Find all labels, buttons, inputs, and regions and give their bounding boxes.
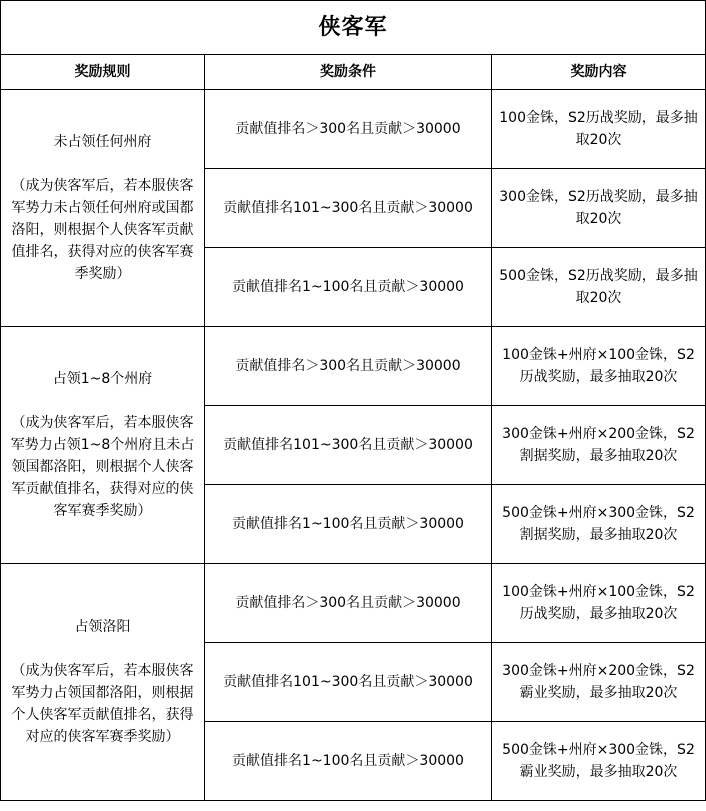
rule-cell — [1, 90, 205, 327]
condition-cell: 贡献值排名101~300名且贡献＞30000 — [205, 406, 492, 485]
rule-name: 占领洛阳 — [74, 619, 131, 635]
reward-cell: 300金铢，S2历战奖励，最多抽取20次 — [492, 169, 706, 248]
table-row — [1, 564, 706, 643]
condition-cell: 贡献值排名＞300名且贡献＞30000 — [205, 90, 492, 169]
rule-name: 未占领任何州府 — [53, 134, 152, 150]
reward-cell: 500金铢，S2历战奖励，最多抽取20次 — [492, 248, 706, 327]
rule-description: （成为侠客军后，若本服侠客军势力未占领任何州府或国都洛阳，则根据个人侠客军贡献值排名，获得对应的侠客军赛季奖励） — [11, 178, 194, 282]
rule-cell — [1, 327, 205, 564]
condition-cell: 贡献值排名1~100名且贡献＞30000 — [205, 248, 492, 327]
header-row — [1, 55, 706, 90]
reward-cell: 300金铢+州府×200金铢，S2割据奖励，最多抽取20次 — [492, 406, 706, 485]
condition-cell: 贡献值排名＞300名且贡献＞30000 — [205, 327, 492, 406]
condition-cell: 贡献值排名101~300名且贡献＞30000 — [205, 169, 492, 248]
reward-cell: 100金铢，S2历战奖励，最多抽取20次 — [492, 90, 706, 169]
table-row — [1, 90, 706, 169]
table-title: 侠客军 — [1, 1, 706, 55]
rule-description: （成为侠客军后，若本服侠客军势力占领1~8个州府且未占领国都洛阳，则根据个人侠客军贡献值排名，获得对应的侠客军赛季奖励） — [10, 415, 195, 519]
table-row — [1, 327, 706, 406]
reward-cell: 500金铢+州府×300金铢，S2割据奖励，最多抽取20次 — [492, 485, 706, 564]
reward-cell: 100金铢+州府×100金铢，S2历战奖励，最多抽取20次 — [492, 564, 706, 643]
condition-cell: 贡献值排名101~300名且贡献＞30000 — [205, 643, 492, 722]
rule-cell — [1, 564, 205, 801]
condition-cell: 贡献值排名＞300名且贡献＞30000 — [205, 564, 492, 643]
reward-cell: 500金铢+州府×300金铢，S2霸业奖励，最多抽取20次 — [492, 722, 706, 801]
header-condition: 奖励条件 — [205, 55, 492, 90]
header-reward: 奖励内容 — [492, 55, 706, 90]
rule-description: （成为侠客军后，若本服侠客军势力占领国都洛阳，则根据个人侠客军贡献值排名，获得对应的侠客军赛季奖励） — [11, 663, 194, 745]
title-row — [1, 1, 706, 55]
rule-name: 占领1~8个州府 — [52, 371, 153, 387]
condition-cell: 贡献值排名1~100名且贡献＞30000 — [205, 485, 492, 564]
header-rule: 奖励规则 — [1, 55, 205, 90]
reward-cell: 300金铢+州府×200金铢，S2霸业奖励，最多抽取20次 — [492, 643, 706, 722]
reward-cell: 100金铢+州府×100金铢，S2历战奖励，最多抽取20次 — [492, 327, 706, 406]
condition-cell: 贡献值排名1~100名且贡献＞30000 — [205, 722, 492, 801]
